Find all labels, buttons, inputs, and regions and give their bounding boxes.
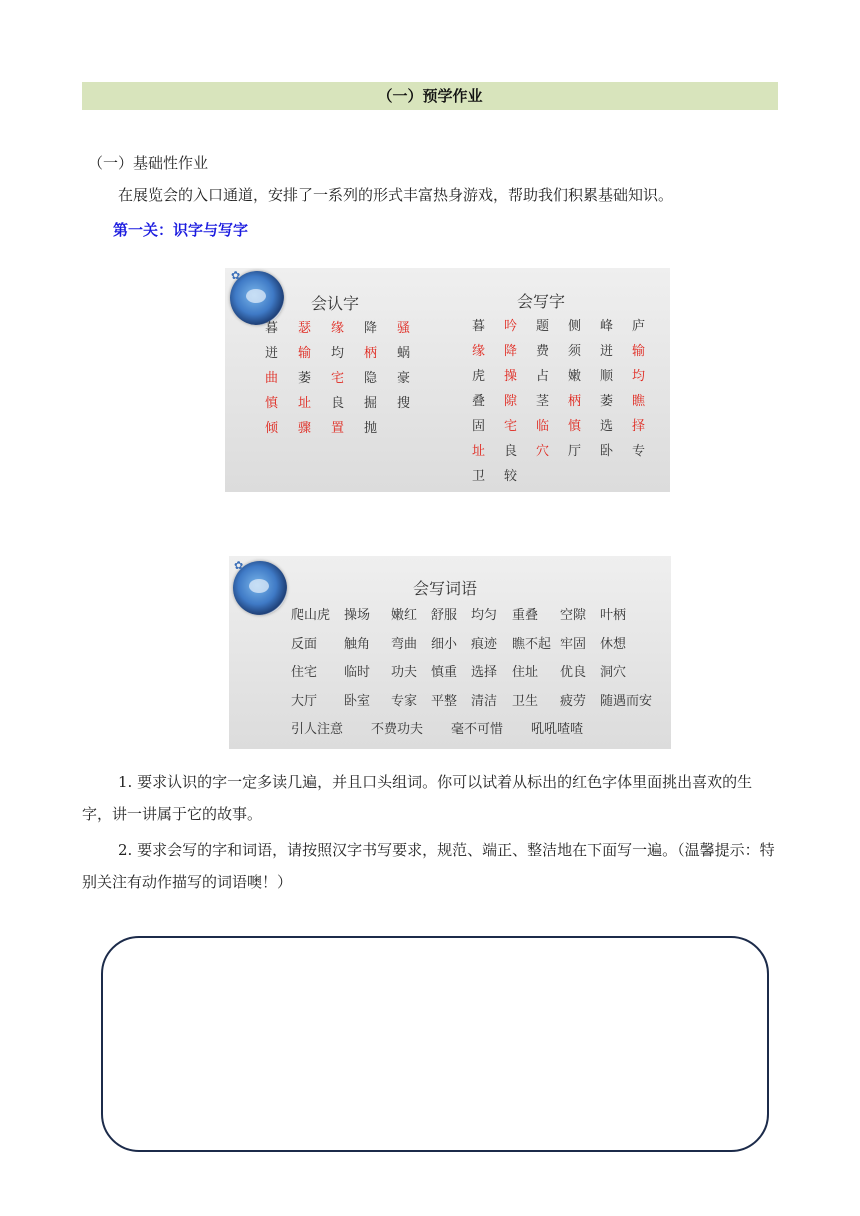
write-char: 须 [568,344,582,359]
write-char: 临 [536,419,550,434]
word-item: 平整 [431,693,458,709]
word-item: 引人注意 [291,722,344,737]
write-char: 虎 [472,369,486,384]
recognize-char: 均 [331,346,345,361]
recognize-char: 缘 [331,321,345,336]
write-char: 输 [632,344,646,359]
writing-box[interactable] [101,936,769,1152]
intro-text: 在展览会的入口通道，安排了一系列的形式丰富热身游戏，帮助我们积累基础知识。 [118,186,674,204]
word-item: 吼吼喳喳 [531,722,584,737]
word-item: 毫不可惜 [451,722,504,737]
word-item: 牢固 [560,636,587,652]
word-item: 重叠 [512,608,539,623]
word-item: 痕迹 [471,636,498,652]
word-item: 住址 [512,665,539,680]
words-title: 会写词语 [413,579,478,598]
write-char: 卧 [600,444,614,459]
recognize-char: 宅 [331,371,345,386]
word-item: 功夫 [391,665,418,680]
recognize-title: 会认字 [311,294,360,313]
write-char: 选 [600,419,614,434]
recognize-char: 暮 [265,321,279,336]
butterfly-icon: ✿ [234,559,244,572]
write-char: 迸 [600,344,614,359]
recognize-char: 慎 [265,396,279,411]
word-item: 随遇而安 [600,693,653,709]
word-item: 瞧不起 [512,636,552,652]
recognize-char: 隐 [364,371,378,386]
word-item: 专家 [391,693,418,709]
write-char: 费 [536,344,550,359]
write-grid [472,314,664,489]
word-item: 洞穴 [600,665,627,680]
write-char: 慎 [568,419,582,434]
write-char: 固 [472,419,486,434]
word-item: 不费功夫 [371,722,424,737]
recognize-char: 址 [298,396,312,411]
write-char: 宅 [504,419,518,434]
recognize-char: 豪 [397,371,411,386]
recognize-char: 骤 [298,421,312,436]
write-char: 占 [536,369,550,384]
recognize-grid [265,316,430,441]
write-char: 题 [536,319,550,334]
recognize-char: 倾 [265,421,279,436]
write-char: 顺 [600,369,614,384]
word-item: 舒服 [431,608,458,623]
write-char: 址 [472,444,486,459]
recognize-char: 迸 [265,346,279,361]
write-char: 侧 [568,319,582,334]
word-item: 卫生 [512,693,539,709]
write-char: 较 [504,469,518,484]
recognize-char: 降 [364,321,378,336]
write-char: 柄 [568,394,582,409]
words-panel [229,556,671,749]
write-char: 卫 [472,469,486,484]
word-item: 选择 [471,665,498,680]
write-char: 峰 [600,319,614,334]
word-item: 大厅 [291,693,318,709]
word-item: 均匀 [471,608,498,623]
butterfly-icon: ✿ [231,269,241,282]
write-char: 良 [504,444,518,459]
write-char: 嫩 [568,369,582,384]
word-item: 嫩红 [391,608,418,623]
recognize-char: 置 [331,421,345,436]
word-item: 叶柄 [600,608,627,623]
write-char: 吟 [504,319,518,334]
recognize-char: 蜗 [397,346,411,361]
write-char: 瞧 [632,394,646,409]
section-banner: （一）预学作业 [82,82,778,110]
word-item: 临时 [344,665,371,680]
word-item: 卧室 [344,693,371,709]
recognize-char: 掘 [364,396,378,411]
instruction-2: 2. 要求会写的字和词语，请按照汉字书写要求，规范、端正、整洁地在下面写一遍。（温馨提示：特别关注有动作描写的词语噢！） [82,841,775,891]
character-panel [225,268,670,492]
write-char: 隙 [504,394,518,409]
word-item: 细小 [431,636,458,652]
write-char: 穴 [536,444,550,459]
word-item: 触角 [344,636,371,652]
write-title: 会写字 [517,292,566,311]
recognize-char: 曲 [265,371,279,386]
section-heading: （一）基础性作业 [88,154,209,172]
word-item: 弯曲 [391,636,418,652]
recognize-char: 良 [331,396,345,411]
recognize-char: 骚 [397,321,411,336]
write-char: 择 [632,419,646,434]
word-item: 住宅 [291,665,318,680]
write-char: 茎 [536,394,550,409]
word-item: 疲劳 [560,693,587,709]
recognize-char: 萎 [298,371,312,386]
word-item: 慎重 [431,665,458,680]
write-char: 均 [632,369,646,384]
word-item: 爬山虎 [291,608,331,623]
recognize-char: 瑟 [298,321,312,336]
word-item: 优良 [560,665,587,680]
write-char: 厅 [568,444,582,459]
word-item: 休想 [600,636,627,652]
write-char: 萎 [600,394,614,409]
word-item: 操场 [344,608,371,623]
word-item: 反面 [291,636,318,652]
recognize-char: 输 [298,346,312,361]
write-char: 叠 [472,394,486,409]
write-char: 暮 [472,319,486,334]
recognize-char: 柄 [364,346,378,361]
recognize-char: 抛 [364,421,378,436]
write-char: 庐 [632,319,646,334]
write-char: 操 [504,369,518,384]
write-char: 降 [504,344,518,359]
instruction-1: 1. 要求认识的字一定多读几遍，并且口头组词。你可以试着从标出的红色字体里面挑出喜欢的生字，讲一讲属于它的故事。 [82,773,753,823]
word-item: 清洁 [471,693,498,709]
word-item: 空隙 [560,608,587,623]
write-char: 缘 [472,344,486,359]
level-heading: 第一关：识字与写字 [113,221,249,239]
write-char: 专 [632,444,646,459]
recognize-char: 搜 [397,396,411,411]
